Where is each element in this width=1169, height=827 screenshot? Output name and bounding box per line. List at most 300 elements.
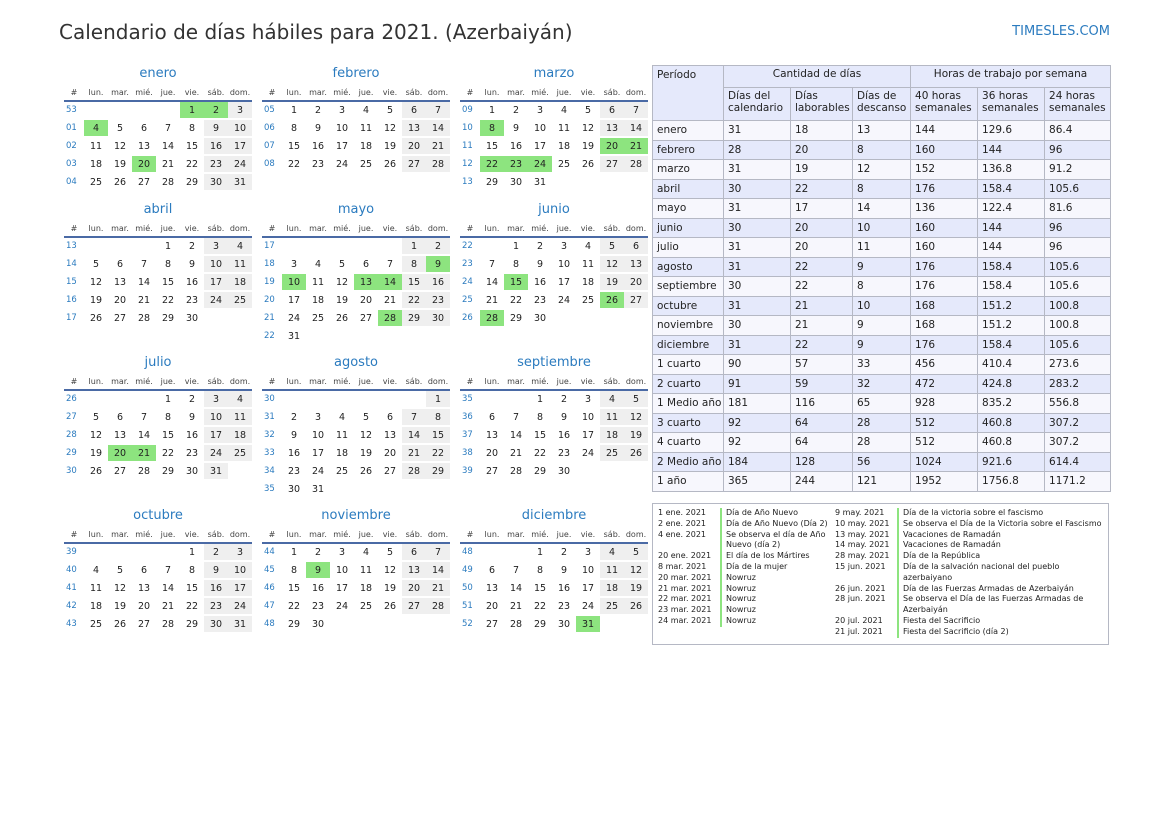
- week-row: [64, 408, 252, 426]
- month-block: [64, 65, 252, 190]
- weekday-header: sáb.: [402, 84, 426, 101]
- day-cell: 24: [228, 597, 252, 615]
- day-cell: 3: [204, 237, 228, 255]
- day-cell: 13: [132, 137, 156, 155]
- summary-value: 105.6: [1045, 277, 1111, 297]
- summary-value: 144: [978, 140, 1045, 160]
- summary-row: [653, 472, 1111, 492]
- weekday-header: mié.: [330, 84, 354, 101]
- day-cell: 28: [132, 309, 156, 326]
- day-cell: 5: [576, 101, 600, 119]
- day-cell: 21: [156, 155, 180, 173]
- day-cell: 5: [378, 101, 402, 119]
- day-cell: 26: [108, 173, 132, 190]
- week-number: 40: [64, 561, 84, 579]
- day-cell: [156, 543, 180, 561]
- week-row: [262, 615, 450, 632]
- day-cell: 24: [552, 291, 576, 309]
- day-cell: 22: [282, 597, 306, 615]
- holiday-row: [835, 616, 1103, 627]
- day-cell: [600, 462, 624, 479]
- summary-value: 30: [724, 179, 791, 199]
- day-cell: 26: [378, 155, 402, 172]
- day-cell: [330, 615, 354, 632]
- day-cell: 11: [306, 273, 330, 291]
- week-number: 51: [460, 597, 480, 615]
- day-cell: 11: [84, 137, 108, 155]
- day-cell: 17: [330, 579, 354, 597]
- summary-value: 158.4: [978, 335, 1045, 355]
- day-cell: 7: [132, 255, 156, 273]
- summary-value: 105.6: [1045, 335, 1111, 355]
- holiday-date: 13 may. 2021: [835, 529, 890, 539]
- holiday-name: Se observa el día de Año Nuevo (día 2): [720, 530, 830, 552]
- week-row: [460, 255, 648, 273]
- week-number: 04: [64, 173, 84, 190]
- day-cell: 18: [354, 137, 378, 155]
- day-cell: 6: [132, 561, 156, 579]
- weekday-header: mar.: [504, 373, 528, 390]
- day-cell: 22: [528, 444, 552, 462]
- month-table: [64, 220, 252, 326]
- day-cell: [108, 390, 132, 408]
- week-row: [262, 579, 450, 597]
- month-block: [460, 507, 648, 632]
- day-cell: 22: [528, 597, 552, 615]
- day-cell: 18: [354, 579, 378, 597]
- month-name: abril: [143, 202, 173, 217]
- weekday-header: jue.: [156, 526, 180, 543]
- week-row: [262, 426, 450, 444]
- day-cell: [204, 309, 228, 326]
- day-cell: 17: [228, 137, 252, 155]
- weekday-header: vie.: [576, 373, 600, 390]
- day-cell: 5: [108, 561, 132, 579]
- month-name: enero: [139, 66, 177, 81]
- day-cell: 16: [306, 579, 330, 597]
- day-cell: 31: [306, 480, 330, 497]
- week-row: [262, 101, 450, 119]
- day-cell: 25: [228, 444, 252, 462]
- week-number-header: #: [64, 220, 84, 237]
- summary-value: 13: [853, 121, 911, 141]
- weekday-header: mar.: [108, 220, 132, 237]
- holiday-date: 26 jun. 2021: [835, 583, 886, 593]
- holiday-date: 23 mar. 2021: [658, 605, 712, 615]
- summary-value: 928: [911, 394, 978, 414]
- summary-value: 21: [791, 316, 853, 336]
- month-name: noviembre: [321, 508, 391, 523]
- month-block: [460, 65, 648, 190]
- day-cell: 9: [306, 561, 330, 579]
- day-cell: 14: [156, 579, 180, 597]
- week-row: [64, 101, 252, 119]
- week-row: [262, 543, 450, 561]
- week-number: 10: [460, 119, 480, 137]
- week-row: [460, 597, 648, 615]
- weekday-header: vie.: [180, 84, 204, 101]
- day-cell: 2: [306, 101, 330, 119]
- day-cell: 5: [624, 390, 648, 408]
- day-cell: [132, 390, 156, 408]
- day-cell: 8: [426, 408, 450, 426]
- weekday-header: mar.: [504, 220, 528, 237]
- day-cell: [354, 480, 378, 497]
- day-cell: 30: [282, 480, 306, 497]
- day-cell: 4: [354, 101, 378, 119]
- holiday-date: 14 may. 2021: [835, 540, 890, 550]
- summary-value: 31: [724, 238, 791, 258]
- holiday-date: 1 ene. 2021: [658, 508, 706, 517]
- day-cell: [576, 309, 600, 326]
- day-cell: 4: [330, 408, 354, 426]
- week-row: [64, 237, 252, 255]
- holiday-date: 20 ene. 2021: [658, 551, 712, 561]
- day-cell: 29: [528, 462, 552, 479]
- day-cell: 30: [204, 615, 228, 632]
- day-cell: 30: [180, 462, 204, 479]
- day-cell: [480, 237, 504, 255]
- holidays-column-left: [658, 508, 830, 627]
- day-cell: 21: [480, 291, 504, 309]
- day-cell: [330, 480, 354, 497]
- summary-value: 273.6: [1045, 355, 1111, 375]
- week-row: [262, 444, 450, 462]
- month-name: diciembre: [521, 508, 587, 523]
- day-cell: 11: [552, 119, 576, 137]
- day-cell: 22: [402, 291, 426, 309]
- week-row: [64, 390, 252, 408]
- day-cell: 29: [180, 615, 204, 632]
- holiday-date: 10 may. 2021: [835, 518, 890, 528]
- summary-value: 307.2: [1045, 433, 1111, 453]
- day-cell: 20: [480, 597, 504, 615]
- day-cell: 2: [180, 390, 204, 408]
- summary-value: 460.8: [978, 413, 1045, 433]
- day-cell: 7: [426, 543, 450, 561]
- day-cell: 27: [600, 155, 624, 173]
- day-cell: 21: [132, 444, 156, 462]
- summary-row: [653, 238, 1111, 258]
- summary-row: [653, 316, 1111, 336]
- day-cell: 28: [480, 309, 504, 326]
- day-cell: 12: [576, 119, 600, 137]
- summary-value: 22: [791, 179, 853, 199]
- week-number: 53: [64, 101, 84, 119]
- day-cell: 12: [378, 561, 402, 579]
- day-cell: 25: [576, 291, 600, 309]
- day-cell: 14: [426, 561, 450, 579]
- day-cell: 20: [108, 291, 132, 309]
- day-cell: 27: [132, 173, 156, 190]
- day-cell: [306, 390, 330, 408]
- weekday-header: mar.: [504, 84, 528, 101]
- day-cell: 20: [480, 444, 504, 462]
- day-cell: 17: [552, 273, 576, 291]
- weekday-header: mié.: [528, 373, 552, 390]
- week-number: 43: [64, 615, 84, 632]
- week-number: 49: [460, 561, 480, 579]
- summary-value: 128: [791, 452, 853, 472]
- day-cell: [354, 237, 378, 255]
- weekday-header: sáb.: [204, 220, 228, 237]
- day-cell: 30: [552, 615, 576, 632]
- day-cell: 15: [180, 137, 204, 155]
- day-cell: 1: [180, 543, 204, 561]
- holiday-row: [835, 540, 1103, 551]
- summary-row: [653, 218, 1111, 238]
- day-cell: 7: [132, 408, 156, 426]
- day-cell: [402, 615, 426, 632]
- holiday-name: Día de la salvación nacional del pueblo azerbaiyano: [897, 562, 1103, 584]
- day-cell: 24: [576, 444, 600, 462]
- day-cell: 24: [282, 309, 306, 327]
- week-number-header: #: [64, 373, 84, 390]
- day-cell: 14: [402, 426, 426, 444]
- day-cell: 14: [480, 273, 504, 291]
- day-cell: 15: [282, 579, 306, 597]
- week-number: 32: [262, 426, 282, 444]
- weekday-header: mié.: [132, 84, 156, 101]
- day-cell: [600, 173, 624, 190]
- period-name: julio: [653, 238, 724, 258]
- day-cell: 29: [528, 615, 552, 632]
- day-cell: [600, 309, 624, 326]
- day-cell: 6: [624, 237, 648, 255]
- weekday-header: vie.: [576, 84, 600, 101]
- day-cell: 13: [624, 255, 648, 273]
- day-cell: 19: [624, 426, 648, 444]
- day-cell: 17: [204, 426, 228, 444]
- day-cell: 3: [204, 390, 228, 408]
- day-cell: 10: [204, 255, 228, 273]
- period-name: junio: [653, 218, 724, 238]
- month-block: [262, 201, 450, 344]
- day-cell: 10: [330, 561, 354, 579]
- holiday-row: [658, 605, 830, 616]
- weekday-header: vie.: [180, 373, 204, 390]
- day-cell: 11: [600, 408, 624, 426]
- day-cell: 11: [600, 561, 624, 579]
- day-cell: 26: [84, 462, 108, 479]
- weekday-header: jue.: [354, 220, 378, 237]
- week-number-header: #: [64, 526, 84, 543]
- week-row: [262, 480, 450, 497]
- week-row: [460, 444, 648, 462]
- day-cell: 7: [504, 408, 528, 426]
- month-name: junio: [538, 202, 570, 217]
- week-number: 33: [262, 444, 282, 462]
- day-cell: 8: [180, 119, 204, 137]
- holiday-name: Nowruz: [720, 605, 756, 616]
- weekday-header: mié.: [330, 220, 354, 237]
- weekday-header: mié.: [132, 373, 156, 390]
- week-number: 15: [64, 273, 84, 291]
- day-cell: [600, 615, 624, 632]
- day-cell: 10: [552, 255, 576, 273]
- week-row: [262, 462, 450, 480]
- week-number-header: #: [460, 84, 480, 101]
- day-cell: 28: [156, 615, 180, 632]
- holiday-name: Vacaciones de Ramadán: [897, 530, 1001, 541]
- day-cell: 17: [576, 426, 600, 444]
- weekday-header: dom.: [624, 526, 648, 543]
- site-link[interactable]: TIMESLES.COM: [1012, 24, 1110, 39]
- summary-value: 9: [853, 257, 911, 277]
- day-cell: 12: [624, 561, 648, 579]
- summary-value: 31: [724, 199, 791, 219]
- week-row: [460, 237, 648, 255]
- holiday-date: 15 jun. 2021: [835, 561, 886, 571]
- weekday-header: sáb.: [600, 526, 624, 543]
- summary-value: 614.4: [1045, 452, 1111, 472]
- day-cell: 9: [528, 255, 552, 273]
- weekday-header: mar.: [108, 526, 132, 543]
- day-cell: [282, 237, 306, 255]
- day-cell: 1: [504, 237, 528, 255]
- month-block: [262, 507, 450, 632]
- day-cell: 19: [354, 444, 378, 462]
- week-number: 27: [64, 408, 84, 426]
- month-block: [460, 354, 648, 479]
- day-cell: 1: [402, 237, 426, 255]
- day-cell: [354, 327, 378, 344]
- holiday-date: 28 may. 2021: [835, 551, 890, 561]
- summary-value: 160: [911, 218, 978, 238]
- day-cell: 9: [552, 408, 576, 426]
- week-row: [460, 273, 648, 291]
- day-cell: 3: [330, 543, 354, 561]
- summary-value: 33: [853, 355, 911, 375]
- day-cell: [624, 615, 648, 632]
- day-cell: [426, 480, 450, 497]
- month-name: marzo: [533, 66, 575, 81]
- day-cell: 25: [306, 309, 330, 327]
- day-cell: 24: [204, 291, 228, 309]
- summary-value: 92: [724, 433, 791, 453]
- day-cell: 12: [84, 273, 108, 291]
- weekday-header: vie.: [378, 373, 402, 390]
- week-number: 28: [64, 426, 84, 444]
- holiday-name: Día de la mujer: [720, 562, 787, 573]
- summary-value: 8: [853, 277, 911, 297]
- summary-value: 65: [853, 394, 911, 414]
- summary-value: 28: [853, 433, 911, 453]
- day-cell: [306, 327, 330, 344]
- day-cell: 1: [156, 237, 180, 255]
- day-cell: [84, 101, 108, 119]
- holiday-row: [835, 627, 1103, 638]
- day-cell: 29: [402, 309, 426, 327]
- day-cell: 5: [378, 543, 402, 561]
- week-row: [64, 426, 252, 444]
- day-cell: 1: [528, 390, 552, 408]
- day-cell: 11: [228, 255, 252, 273]
- weekday-header: lun.: [84, 84, 108, 101]
- day-cell: 15: [180, 579, 204, 597]
- summary-value: 365: [724, 472, 791, 492]
- summary-row: [653, 179, 1111, 199]
- weekday-header: jue.: [156, 373, 180, 390]
- day-cell: 16: [204, 579, 228, 597]
- summary-value: 20: [791, 140, 853, 160]
- day-cell: [552, 309, 576, 326]
- day-cell: 4: [576, 237, 600, 255]
- day-cell: 15: [282, 137, 306, 155]
- day-cell: 23: [180, 291, 204, 309]
- day-cell: 27: [402, 155, 426, 172]
- day-cell: 25: [552, 155, 576, 173]
- working-days-header: Días laborables: [791, 88, 853, 121]
- day-cell: 9: [204, 119, 228, 137]
- holiday-row: [835, 594, 1103, 616]
- day-cell: 4: [228, 237, 252, 255]
- day-cell: 7: [378, 255, 402, 273]
- weekday-header: lun.: [84, 220, 108, 237]
- day-cell: [228, 309, 252, 326]
- day-cell: [624, 173, 648, 190]
- holiday-row: [658, 594, 830, 605]
- period-name: 3 cuarto: [653, 413, 724, 433]
- day-cell: 18: [228, 273, 252, 291]
- summary-value: 30: [724, 218, 791, 238]
- summary-value: 31: [724, 335, 791, 355]
- day-cell: 30: [504, 173, 528, 190]
- day-cell: 17: [576, 579, 600, 597]
- day-cell: 28: [426, 597, 450, 615]
- weekday-header: dom.: [624, 373, 648, 390]
- day-cell: 3: [228, 101, 252, 119]
- day-cell: 22: [180, 597, 204, 615]
- day-cell: 6: [480, 561, 504, 579]
- week-number: 23: [460, 255, 480, 273]
- summary-value: 91.2: [1045, 160, 1111, 180]
- summary-value: 168: [911, 296, 978, 316]
- day-cell: 18: [600, 579, 624, 597]
- day-cell: 11: [354, 119, 378, 137]
- day-cell: 6: [108, 408, 132, 426]
- day-cell: 25: [600, 444, 624, 462]
- day-cell: 13: [402, 561, 426, 579]
- period-name: 1 cuarto: [653, 355, 724, 375]
- day-cell: 4: [354, 543, 378, 561]
- week-number: 44: [262, 543, 282, 561]
- day-cell: 14: [624, 119, 648, 137]
- day-cell: 19: [108, 155, 132, 173]
- week-row: [460, 137, 648, 155]
- week-row: [262, 561, 450, 579]
- holiday-row: [835, 530, 1103, 541]
- day-cell: 12: [624, 408, 648, 426]
- day-cell: 15: [528, 579, 552, 597]
- summary-value: 136: [911, 199, 978, 219]
- week-row: [262, 291, 450, 309]
- weekday-header: vie.: [378, 526, 402, 543]
- summary-row: [653, 277, 1111, 297]
- day-cell: 13: [108, 426, 132, 444]
- day-cell: 8: [504, 255, 528, 273]
- day-cell: 15: [402, 273, 426, 291]
- day-cell: 24: [330, 597, 354, 615]
- summary-row: [653, 452, 1111, 472]
- holiday-row: [658, 573, 830, 584]
- day-cell: 9: [504, 119, 528, 137]
- month-table: [460, 220, 648, 326]
- day-cell: 23: [306, 155, 330, 172]
- holiday-name: Fiesta del Sacrificio: [897, 616, 980, 627]
- day-cell: 3: [576, 543, 600, 561]
- day-cell: 4: [228, 390, 252, 408]
